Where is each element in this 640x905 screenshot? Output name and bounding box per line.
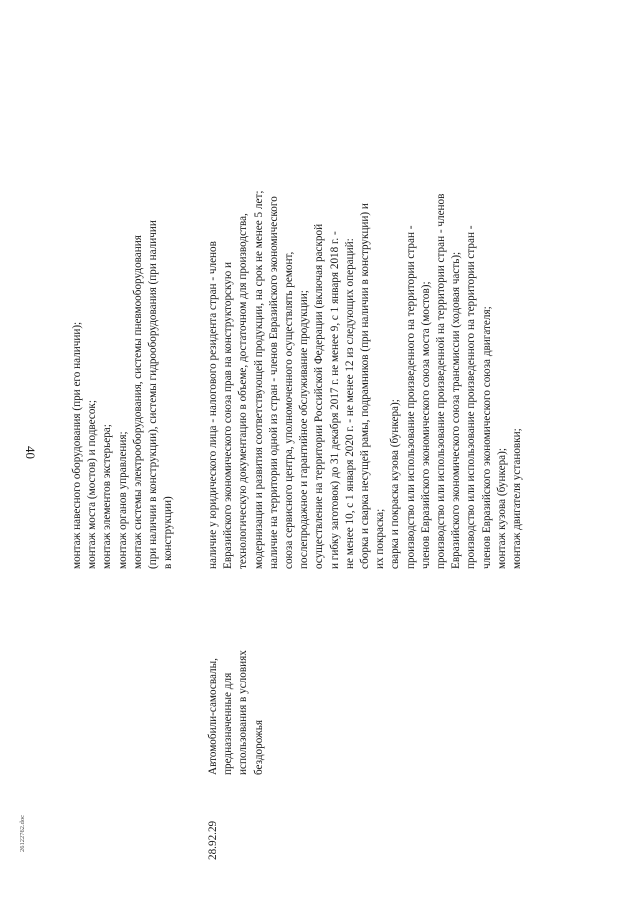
requirement-line: Евразийского экономического союза трансмиссии (ходовая часть); [450,251,463,569]
requirement-line: производство или использование произведенного на территории стран - [404,225,417,569]
requirement-line: осуществление на территории Российской Федерации (включая раскрой [313,223,326,569]
requirement-line: членов Евразийского экономического союза двигателя; [480,306,493,569]
requirement-line: производство или использование произведенной на территории стран - членов [435,193,448,569]
product-name-line: бездорожья [252,719,265,775]
continuation-line: монтаж элементов экстерьера; [101,424,114,569]
footer-document-code: 26122762.doc [19,814,26,852]
requirement-line: наличие у юридического лица - налогового резидента стран - членов [207,241,219,569]
product-name-cell [206,600,267,775]
requirement-line: союза сервисного центра, уполномоченного осуществлять ремонт, [283,251,296,569]
requirement-line: не менее 10, с 1 января 2020 г. - не менее 12 из следующих операций: [343,238,356,569]
requirement-line: монтаж кузова (бункера); [495,448,508,569]
continuation-cell [70,99,176,569]
requirement-line: Евразийского экономического союза прав на конструкторскую и [222,261,235,569]
continuation-line: в конструкции) [162,496,175,569]
page-number: 40 [23,446,38,459]
requirement-line: послепродажное и гарантийное обслуживание продукции; [298,290,311,569]
requirement-line: сборка и сварка несущей рамы, подрамников (при наличии в конструкции) и [359,203,372,569]
requirement-line: модернизации и развития соответствующей продукции, на срок не менее 5 лет; [252,190,265,569]
rotated-table-page [70,80,615,860]
requirement-line: их покраска; [374,508,387,569]
requirements-cell [206,87,525,569]
product-name-line: использования в условиях [237,650,250,775]
requirement-line: монтаж двигателя установки; [511,428,524,569]
continuation-line: монтаж системы электрооборудования, системы пневмооборудования [131,235,144,569]
product-name-line: предназначенные для [222,672,235,775]
product-code: 28.92.29 [207,820,219,860]
continuation-line: монтаж органов управления; [116,431,129,569]
requirement-line: технологическую документацию в объеме, достаточном для производства, [237,213,250,569]
requirement-line: производство или использование произведенного на территории стран - [465,225,478,569]
requirement-line: наличие на территории одной из стран - членов Евразийского экономического [267,196,280,569]
requirement-line: и гибку заготовок) до 31 декабря 2017 г. не менее 9, с 1 января 2018 г. - [328,231,341,569]
requirement-line: членов Евразийского экономического союза моста (мостов); [419,281,432,569]
requirement-line: сварка и покраска кузова (бункера); [389,399,402,569]
continuation-line: (при наличии в конструкции), системы гидрооборудования (при наличии [147,220,160,569]
continuation-line: монтаж навесного оборудования (при его наличии); [71,321,83,569]
continuation-line: монтаж моста (мостов) и подвесок; [86,400,99,569]
product-name-line: Автомобили-самосвалы, [207,658,219,775]
